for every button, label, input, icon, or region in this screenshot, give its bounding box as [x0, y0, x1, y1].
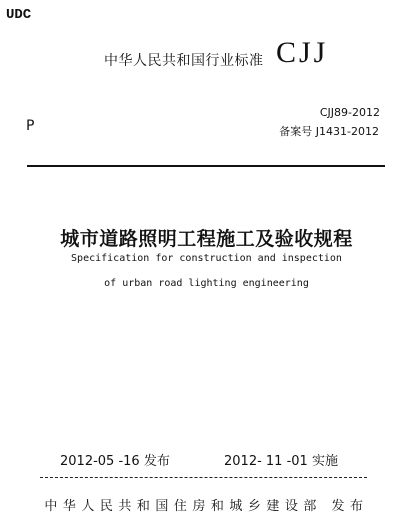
document-title-english-line-1: Specification for construction and inspection [71, 253, 342, 264]
issue-date: 2012-05 -16 发布 [60, 454, 170, 469]
record-number: 备案号 J1431-2012 [279, 125, 379, 138]
category-label: P [26, 118, 35, 134]
implementation-date: 2012- 11 -01 实施 [224, 454, 338, 469]
standard-series-mark: CJJ [276, 36, 329, 69]
udc-label: UDC [6, 7, 32, 23]
document-title-english-line-2: of urban road lighting engineering [104, 278, 309, 289]
publisher-line: 中华人民共和国住房和城乡建设部 发布 [44, 499, 369, 514]
document-title-chinese: 城市道路照明工程施工及验收规程 [60, 228, 353, 250]
industry-standard-heading: 中华人民共和国行业标准 [104, 53, 264, 69]
header-divider [27, 165, 385, 167]
footer-divider [40, 477, 367, 478]
standard-code: CJJ89-2012 [319, 106, 380, 119]
